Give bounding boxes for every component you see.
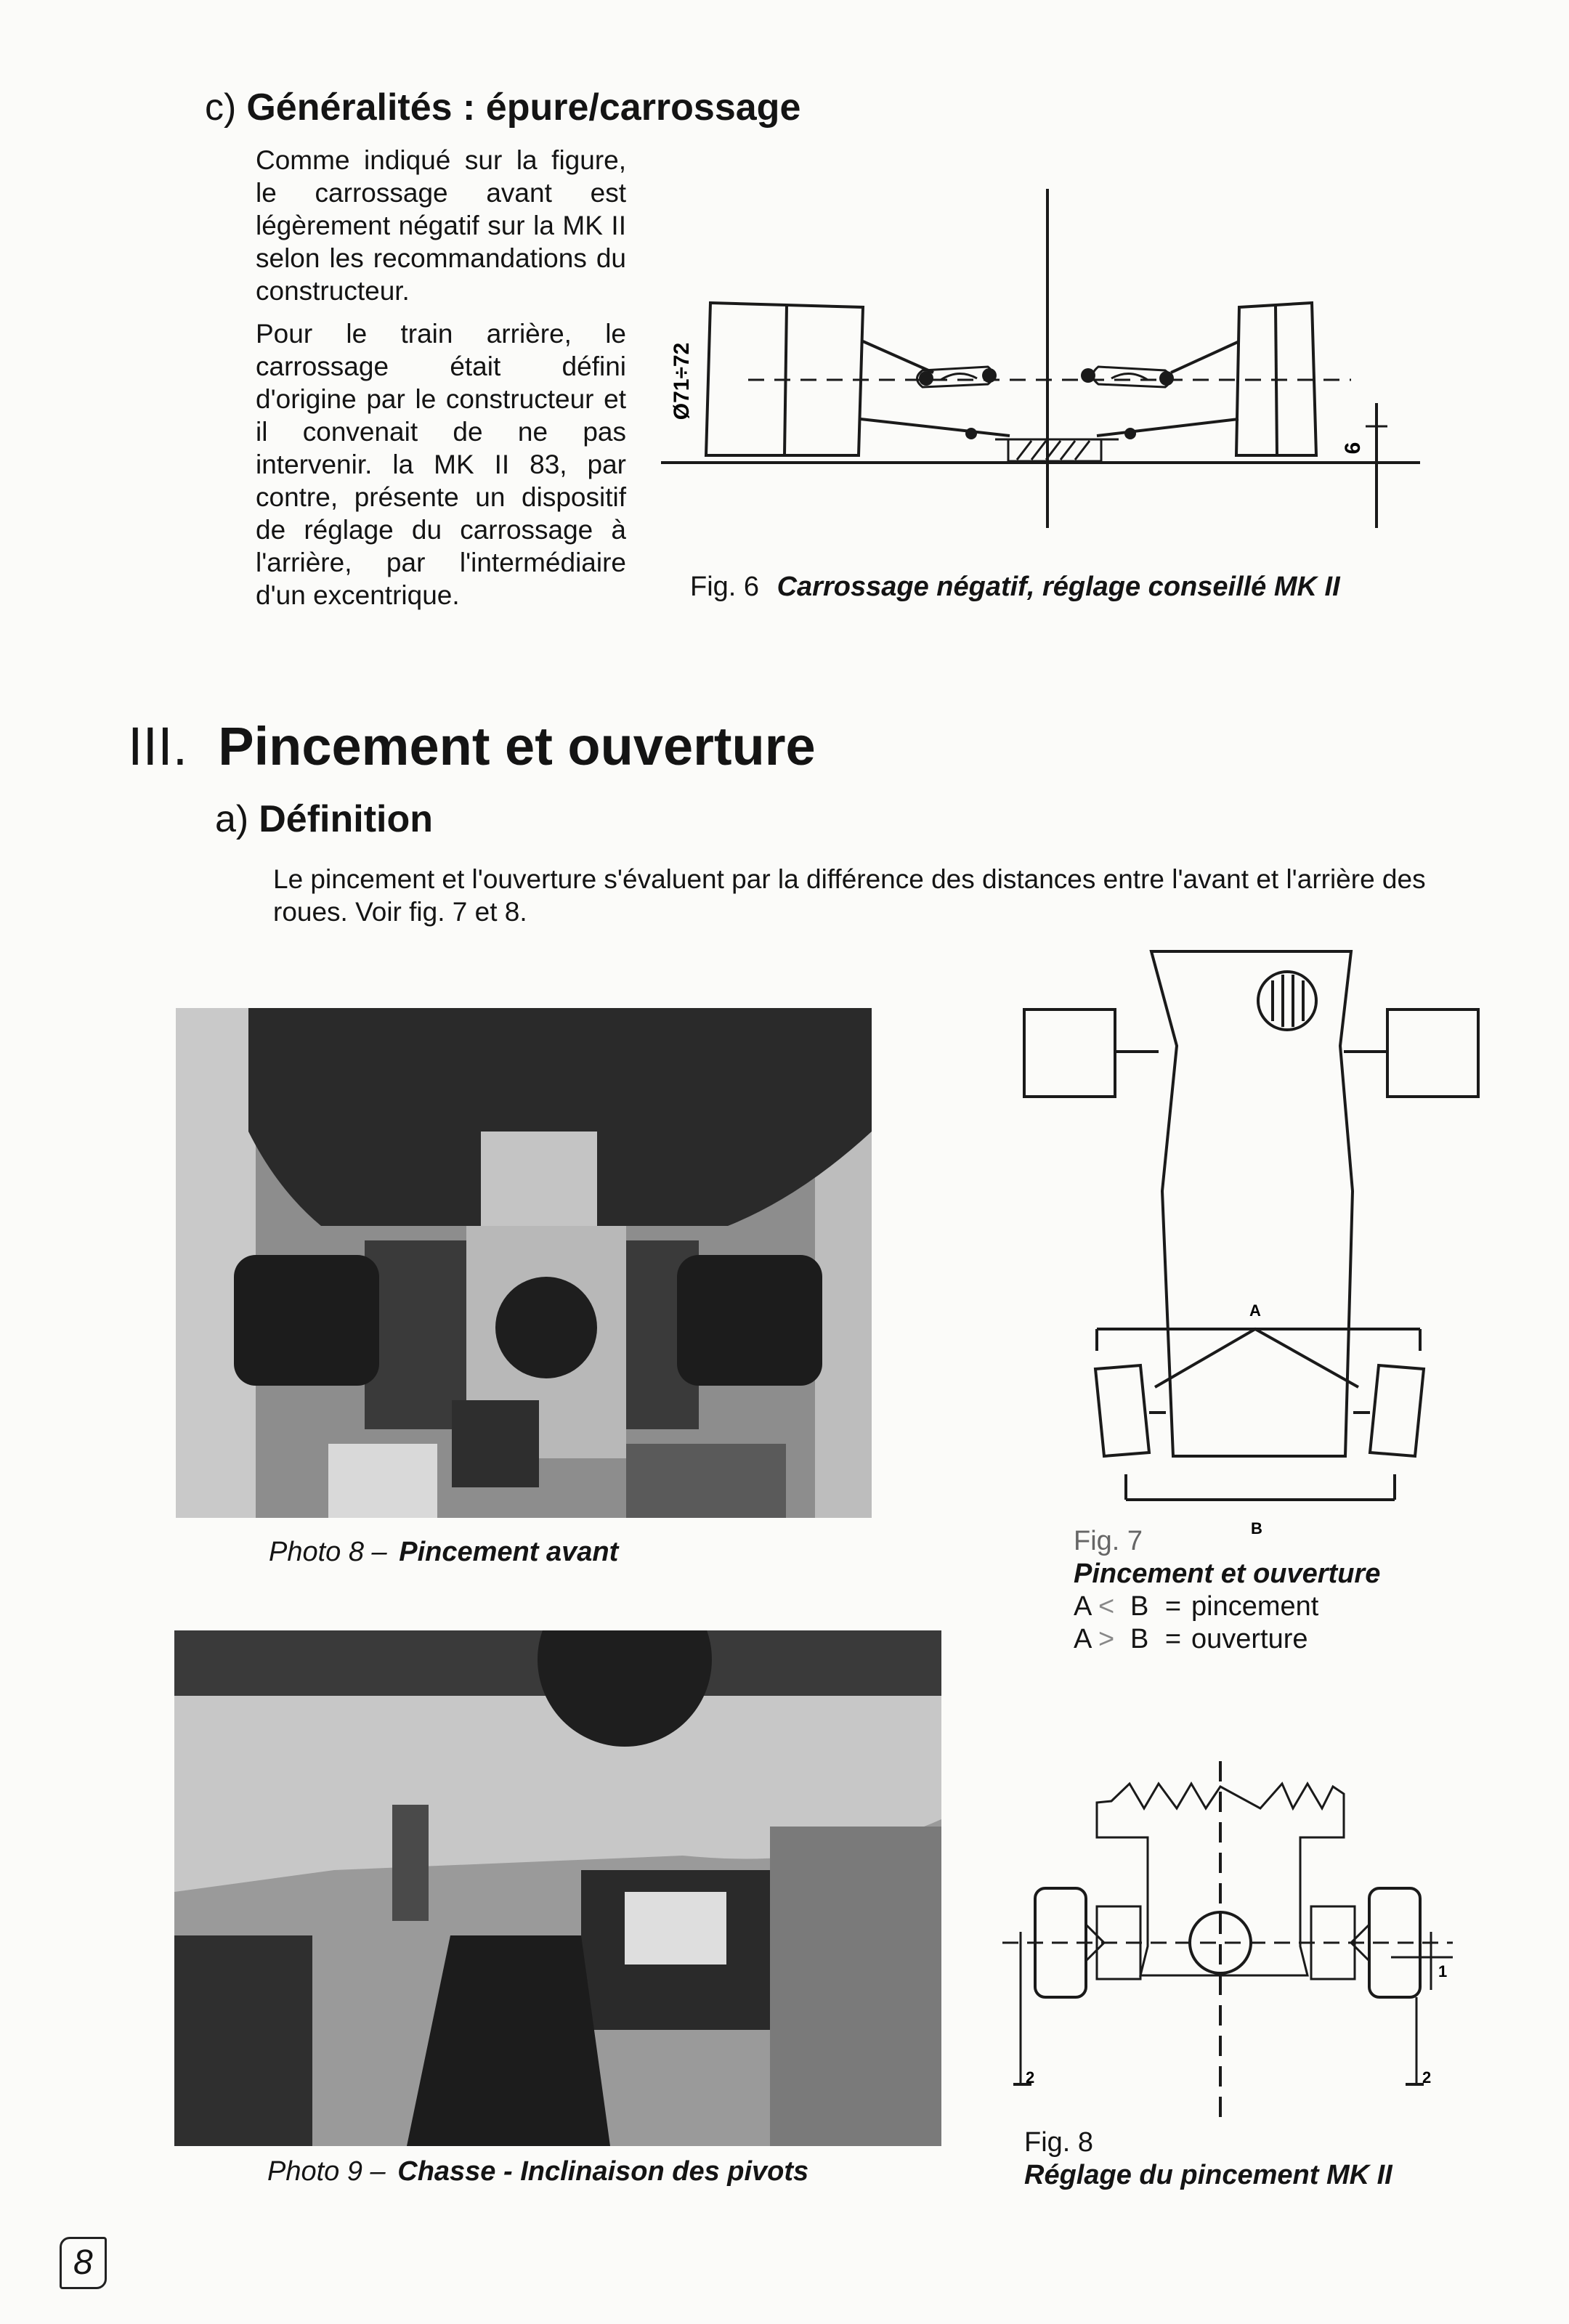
section-III-number: III. xyxy=(128,716,188,776)
section-III-title: Pincement et ouverture xyxy=(218,716,816,776)
photo8-caption xyxy=(269,1536,618,1569)
fig7-caption xyxy=(1074,1525,1524,1656)
section-c-title: Généralités : épure/carrossage xyxy=(246,86,801,129)
section-c-heading xyxy=(205,86,800,129)
section-c-paragraph-2: Pour le train arrière, le carrossage était défini d'origine par le constructeur et il convenait de ne pas intervenir. la MK II 83, par contre, présente un dispositif de réglage du carrossage à l'arrière, par l'intermédiaire d'un excentrique. xyxy=(256,319,626,610)
photo9-title: Chasse - Inclinaison des pivots xyxy=(397,2156,809,2187)
section-c-letter: c) xyxy=(205,86,237,129)
section-a-title: Définition xyxy=(259,798,433,840)
photo9-label: Photo 9 – xyxy=(267,2156,386,2187)
photo9-caption xyxy=(267,2156,808,2188)
section-a-heading xyxy=(215,797,433,841)
fig8-dim-left: 2 xyxy=(1026,2068,1035,2087)
fig8-title: Réglage du pincement MK II xyxy=(1024,2160,1392,2190)
fig6-label: Fig. 6 xyxy=(690,572,760,602)
fig6-diagram xyxy=(654,185,1424,534)
fig8-diagram xyxy=(1002,1758,1496,2128)
fig8-dim-right: 2 xyxy=(1422,2068,1432,2087)
fig7-legend-row-1: A < B = pincement xyxy=(1074,1591,1319,1622)
photo8-label: Photo 8 – xyxy=(269,1537,387,1567)
fig8-dim-side: 1 xyxy=(1438,1962,1448,1980)
fig8-label: Fig. 8 xyxy=(1024,2127,1094,2158)
section-c-paragraph-1: Comme indiqué sur la figure, le carrossage avant est légèrement négatif sur la MK II selon les recommandations du constructeur. xyxy=(256,145,626,306)
fig7-dim-a: A xyxy=(1249,1301,1261,1320)
fig8-caption xyxy=(1024,2126,1392,2192)
fig6-dim-left: Ø71÷72 xyxy=(670,342,694,420)
fig6-dim-right: 6 xyxy=(1341,442,1365,455)
fig7-title: Pincement et ouverture xyxy=(1074,1559,1381,1589)
fig7-label: Fig. 7 xyxy=(1074,1526,1143,1556)
fig7-diagram xyxy=(1010,937,1504,1540)
photo8-title: Pincement avant xyxy=(399,1537,619,1567)
photo-8 xyxy=(176,1008,872,1518)
section-a-body: Le pincement et l'ouverture s'évaluent par la différence des distances entre l'avant et l'arrière des roues. Voir fig. 7 et 8. xyxy=(273,864,1426,927)
section-a-letter: a) xyxy=(215,798,249,840)
page-number: 8 xyxy=(60,2237,107,2289)
photo-9 xyxy=(174,1630,941,2146)
fig6-title: Carrossage négatif, réglage conseillé MK II xyxy=(777,572,1340,602)
fig7-legend-row-2: A > B = ouverture xyxy=(1074,1624,1308,1654)
section-III-heading xyxy=(128,715,816,777)
section-c-body xyxy=(256,144,626,622)
fig6-caption xyxy=(690,571,1340,604)
fig7-dim-b: B xyxy=(1251,1519,1262,1537)
